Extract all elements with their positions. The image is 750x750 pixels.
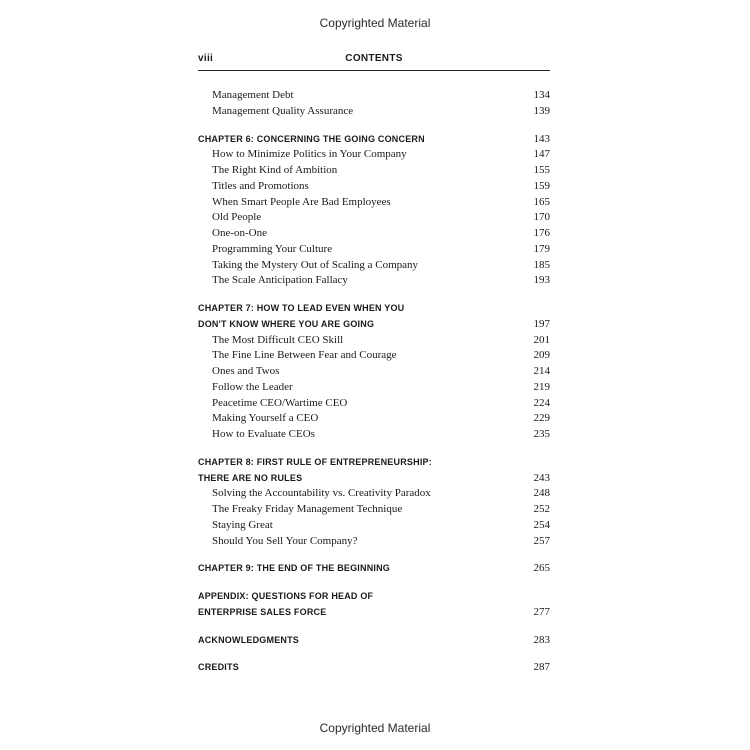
toc-page-number: 159 [533, 179, 550, 192]
toc-entry[interactable] [198, 502, 550, 518]
toc-page-number: 214 [533, 365, 550, 377]
toc-entry[interactable] [198, 380, 550, 396]
toc-page-number: 193 [533, 274, 550, 287]
toc-entry-title: The Right Kind of Ambition [212, 164, 338, 176]
page-title: CONTENTS [345, 53, 403, 64]
toc-entry-title: The Most Difficult CEO Skill [212, 333, 344, 346]
toc-entry-title: Old People [212, 211, 262, 224]
toc-entry-title: Making Yourself a CEO [212, 412, 319, 425]
toc-page-number: 229 [533, 412, 550, 425]
toc-page-number: 201 [533, 333, 550, 346]
toc-entry-title: The Scale Anticipation Fallacy [212, 274, 348, 287]
page-folio: viii [198, 53, 214, 64]
toc-entry[interactable] [198, 348, 550, 364]
toc-entry[interactable] [198, 210, 550, 226]
toc-page-number: 283 [533, 633, 550, 646]
toc-entry-title: Titles and Promotions [212, 179, 309, 192]
toc-entry-title: Management Quality Assurance [212, 104, 354, 117]
table-of-contents [198, 88, 550, 676]
toc-entry[interactable] [198, 427, 550, 443]
toc-page-number: 185 [533, 258, 550, 271]
toc-page-number: 197 [533, 317, 550, 330]
toc-entry-title: Should You Sell Your Company? [212, 534, 358, 547]
toc-entry[interactable] [198, 396, 550, 412]
toc-chapter-8-line-2[interactable] [198, 471, 550, 487]
toc-page-number: 179 [533, 242, 550, 255]
toc-page-number: 143 [533, 132, 550, 145]
toc-appendix-line-1[interactable] [198, 589, 550, 605]
toc-page-number: 155 [533, 164, 550, 176]
toc-entry[interactable] [198, 195, 550, 211]
toc-credits[interactable] [198, 660, 550, 676]
toc-entry[interactable] [198, 273, 550, 289]
book-page [198, 50, 550, 674]
toc-chapter-7-line-1[interactable] [198, 301, 550, 317]
chapter-title: CHAPTER 6: CONCERNING THE GOING CONCERN [198, 133, 425, 144]
toc-entry-title: How to Evaluate CEOs [212, 428, 315, 440]
copyright-watermark-bottom: Copyrighted Material [319, 721, 431, 735]
toc-entry-title: How to Minimize Politics in Your Company [212, 148, 407, 161]
toc-entry-title: The Freaky Friday Management Technique [212, 503, 403, 515]
toc-page-number: 165 [533, 195, 550, 208]
toc-page-number: 243 [533, 471, 550, 484]
toc-chapter-9[interactable] [198, 561, 550, 577]
toc-page-number: 287 [533, 661, 550, 674]
toc-entry-title: Peacetime CEO/Wartime CEO [212, 396, 348, 409]
chapter-title: CREDITS [198, 662, 239, 673]
toc-entry[interactable] [198, 364, 550, 380]
chapter-title: ACKNOWLEDGMENTS [198, 634, 299, 645]
chapter-title: THERE ARE NO RULES [198, 472, 303, 483]
toc-entry[interactable] [198, 163, 550, 179]
toc-page-number: 170 [533, 211, 550, 224]
toc-page-number: 277 [533, 605, 550, 618]
toc-page-number: 252 [533, 503, 550, 515]
chapter-title: APPENDIX: QUESTIONS FOR HEAD OF [198, 591, 374, 601]
toc-page-number: 254 [533, 518, 550, 531]
toc-entry[interactable] [198, 147, 550, 163]
toc-page-number: 176 [533, 227, 550, 239]
toc-entry[interactable] [198, 411, 550, 427]
toc-chapter-6[interactable] [198, 132, 550, 148]
toc-page-number: 209 [533, 349, 550, 362]
chapter-title: CHAPTER 8: FIRST RULE OF ENTREPRENEURSHIP: [198, 456, 432, 467]
toc-entry-title: Management Debt [212, 89, 294, 101]
toc-acknowledgments[interactable] [198, 633, 550, 649]
toc-page-number: 134 [533, 89, 550, 101]
chapter-title: DON'T KNOW WHERE YOU ARE GOING [198, 318, 375, 329]
toc-entry-title: Programming Your Culture [212, 242, 333, 255]
toc-entry[interactable] [198, 104, 550, 120]
toc-page-number: 265 [533, 562, 550, 575]
toc-chapter-7-line-2[interactable] [198, 317, 550, 333]
toc-entry-title: Solving the Accountability vs. Creativity Paradox [212, 487, 431, 500]
toc-entry-title: When Smart People Are Bad Employees [212, 195, 391, 208]
toc-entry[interactable] [198, 88, 550, 104]
toc-page-number: 139 [533, 104, 550, 117]
running-head [198, 50, 550, 71]
toc-page-number: 147 [533, 148, 550, 161]
toc-chapter-8-line-1[interactable] [198, 455, 550, 471]
toc-page-number: 219 [533, 380, 550, 393]
toc-entry-title: Ones and Twos [212, 365, 280, 377]
toc-entry[interactable] [198, 486, 550, 502]
toc-entry-title: One-on-One [212, 227, 267, 239]
toc-entry[interactable] [198, 179, 550, 195]
chapter-title: ENTERPRISE SALES FORCE [198, 606, 327, 617]
copyright-watermark-top: Copyrighted Material [319, 16, 431, 30]
chapter-title: CHAPTER 7: HOW TO LEAD EVEN WHEN YOU [198, 303, 405, 313]
toc-entry-title: The Fine Line Between Fear and Courage [212, 349, 397, 362]
toc-page-number: 248 [533, 487, 550, 500]
toc-entry-title: Follow the Leader [212, 380, 293, 393]
toc-page-number: 224 [533, 396, 550, 409]
toc-page-number: 235 [533, 428, 550, 440]
toc-entry-title: Taking the Mystery Out of Scaling a Company [212, 258, 419, 271]
chapter-title: CHAPTER 9: THE END OF THE BEGINNING [198, 563, 391, 574]
toc-page-number: 257 [533, 534, 550, 547]
toc-entry[interactable] [198, 242, 550, 258]
toc-entry[interactable] [198, 258, 550, 274]
toc-entry[interactable] [198, 518, 550, 534]
toc-entry-title: Staying Great [212, 518, 273, 531]
toc-entry[interactable] [198, 226, 550, 242]
toc-entry[interactable] [198, 333, 550, 349]
toc-appendix-line-2[interactable] [198, 605, 550, 621]
toc-entry[interactable] [198, 534, 550, 550]
